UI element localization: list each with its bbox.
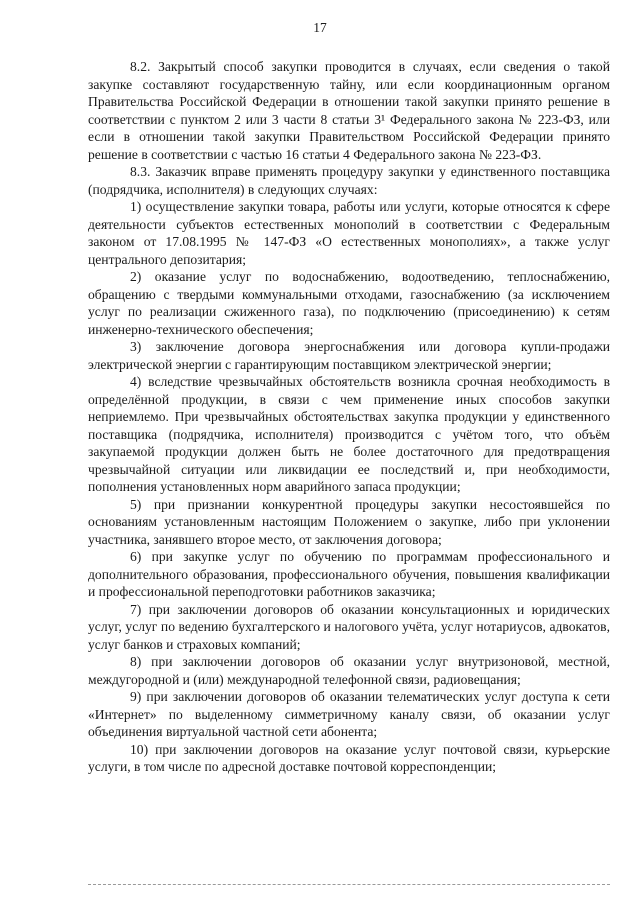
- list-item-1: 1) осуществление закупки товара, работы или услуги, которые относятся к сфере деятельности субъектов естественных монополий в соответствии с Федеральным законом от 17.08.1995 № 147-ФЗ «О естественных монополиях», а также услуг центрального депозитария;: [88, 199, 610, 267]
- list-item-5: 5) при признании конкурентной процедуры закупки несостоявшейся по основаниям установленным настоящим Положением о закупке, либо при уклонении участника, занявшего второе место, от заключения договора;: [88, 496, 610, 547]
- list-item-4: 4) вследствие чрезвычайных обстоятельств возникла срочная необходимость в определённой продукции, в связи с чем применение иных способов закупки неприемлемо. При чрезвычайных обстоятельствах закупка продукции у единственного поставщика (подрядчика, исполнителя) производится с учётом того, что объём закупаемой продукции должен быть не более достаточного для предотвращения чрезвычайной ситуации или ликвидации ее последствий и, при необходимости, пополнения установленных норм аварийного запаса продукции;: [88, 374, 610, 494]
- scan-edge-line: [88, 884, 610, 885]
- document-body: [88, 58, 610, 776]
- list-item-9: 9) при заключении договоров об оказании телематических услуг доступа к сети «Интернет» по выделенному симметричному каналу связи, об оказании услуг объединения виртуальной частной сети абонента;: [88, 689, 610, 739]
- list-item-3: 3) заключение договора энергоснабжения или договора купли-продажи электрической энергии с гарантирующим поставщиком электрической энергии;: [88, 339, 610, 372]
- page-number: 17: [313, 20, 327, 35]
- list-item-2: 2) оказание услуг по водоснабжению, водоотведению, теплоснабжению, обращению с твердыми коммунальными отходами, газоснабжению (за исключением услуг по реализации сжиженного газа), по подключению (присоединению) к сетям инженерно-технического обеспечения;: [88, 269, 610, 337]
- paragraph-8-2: 8.2. Закрытый способ закупки проводится в случаях, если сведения о такой закупке составляют государственную тайну, или если координационным органом Правительства Российской Федерации в отношении такой закупки принято решение в соответствии с пунктом 2 или 3 части 8 статьи 3¹ Федерального закона № 223-ФЗ, или если в отношении такой закупки Правительством Российской Федерации принято решение в соответствии с частью 16 статьи 4 Федерального закона № 223-ФЗ.: [88, 59, 610, 162]
- list-item-10: 10) при заключении договоров на оказание услуг почтовой связи, курьерские услуги, в том числе по адресной доставке почтовой корреспонденции;: [88, 741, 610, 774]
- list-item-6: 6) при закупке услуг по обучению по программам профессионального и дополнительного образования, профессионального обучения, повышения квалификации и профессиональной переподготовки работников заказчика;: [88, 549, 610, 599]
- list-item-7: 7) при заключении договоров об оказании консультационных и юридических услуг, услуг по ведению бухгалтерского и налогового учёта, услуг нотариусов, адвокатов, услуг банков и страховых компаний;: [88, 601, 610, 652]
- paragraph-8-3: 8.3. Заказчик вправе применять процедуру закупки у единственного поставщика (подрядчика, исполнителя) в следующих случаях:: [88, 164, 610, 197]
- list-item-8: 8) при заключении договоров об оказании услуг внутризоновой, местной, междугородной и (или) международной телефонной связи, радиовещания;: [88, 654, 610, 687]
